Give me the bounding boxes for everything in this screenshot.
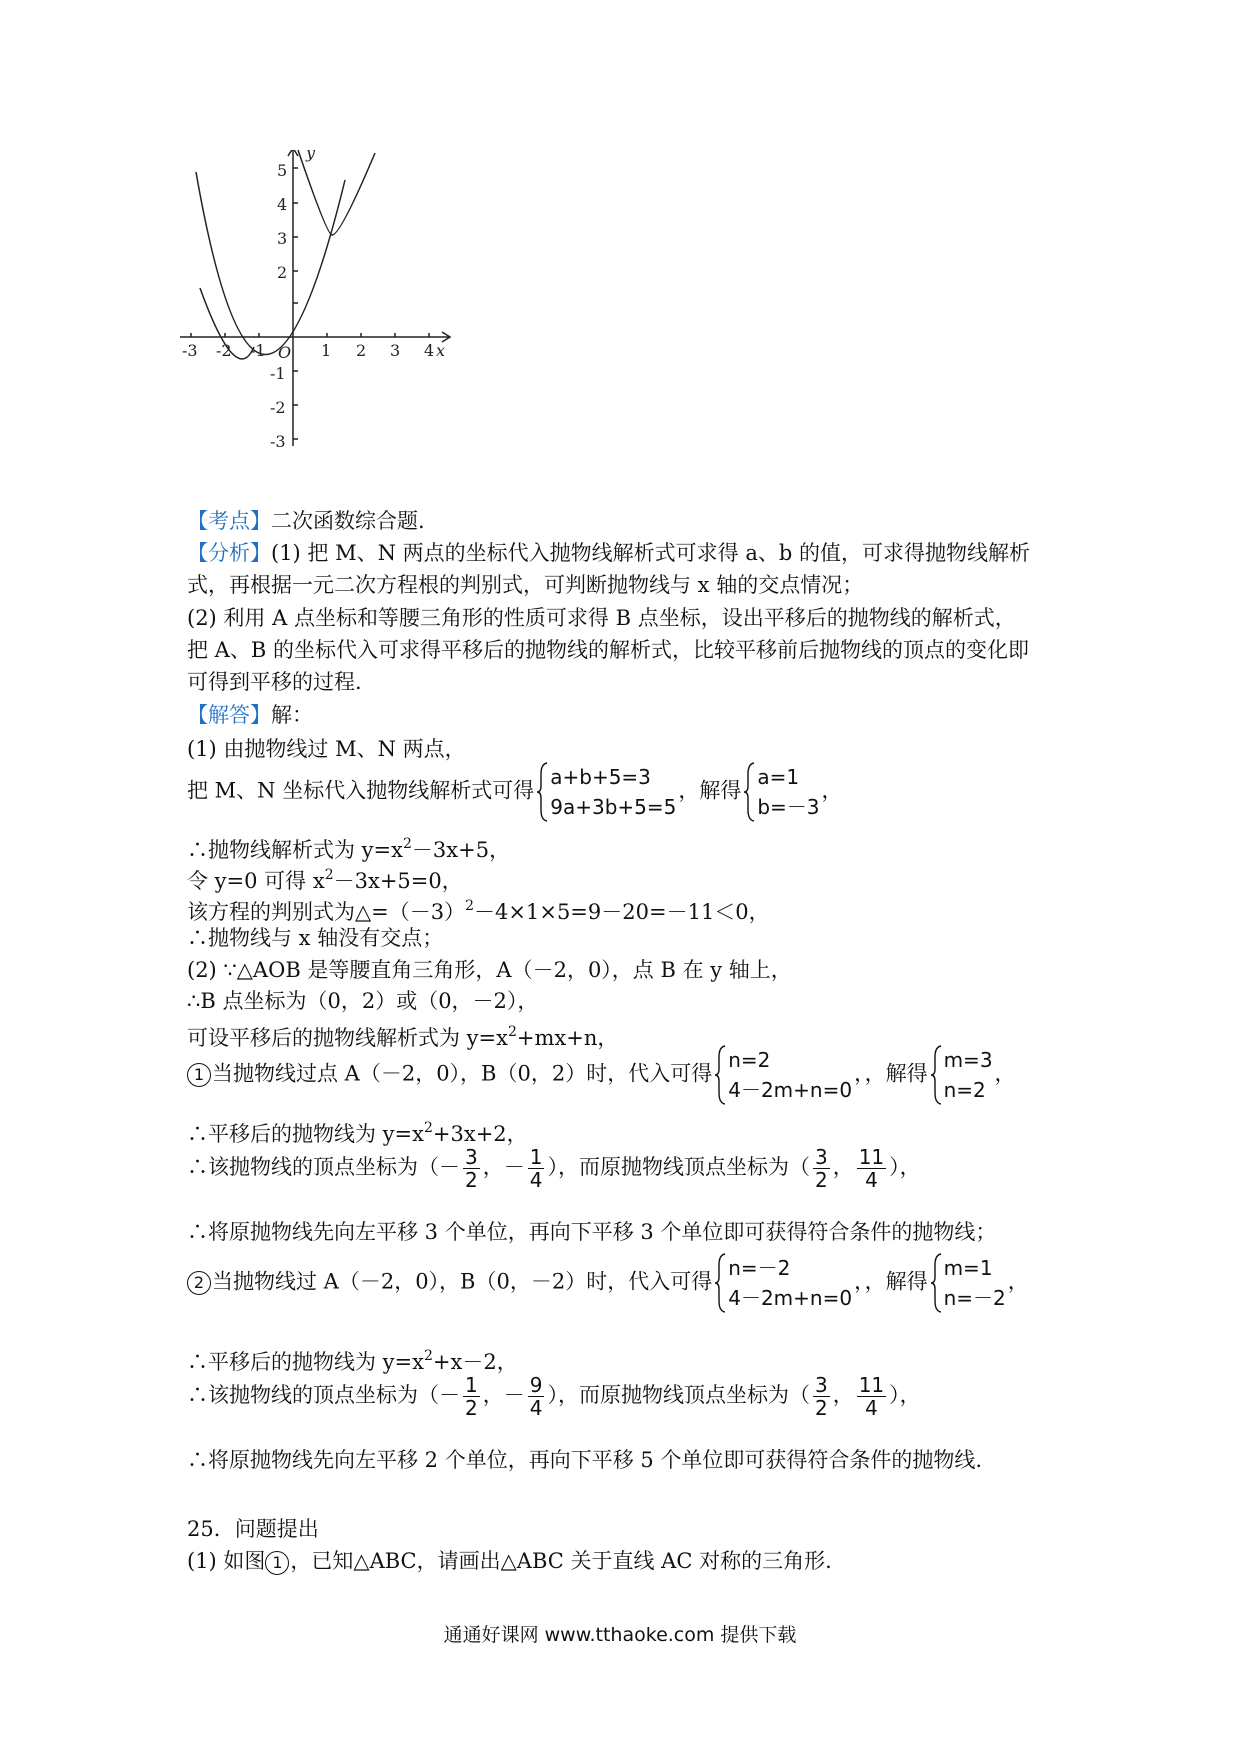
superscript: 2 xyxy=(423,1348,433,1364)
origin-label: O xyxy=(278,343,292,362)
system-row: b=－3 xyxy=(757,795,820,819)
text: ）， xyxy=(889,1383,921,1407)
numerator: 3 xyxy=(814,1145,828,1169)
text: 可设平移后的抛物线解析式为 y=x xyxy=(187,1026,508,1050)
equation-system-3 xyxy=(714,1045,852,1105)
y-tick-label: -3 xyxy=(270,432,286,451)
discriminant-line xyxy=(187,892,770,926)
kaodian-tag: 【考点】 xyxy=(187,509,271,533)
kaodian-line xyxy=(187,507,425,535)
text: ∴平移后的抛物线为 y=x xyxy=(187,1350,424,1374)
denominator: 4 xyxy=(865,1168,878,1192)
denominator: 2 xyxy=(814,1396,828,1420)
translated-parabola-2-line xyxy=(187,1342,518,1376)
text: ∴该抛物线的顶点坐标为（－ xyxy=(187,1383,460,1407)
numerator: 1 xyxy=(465,1373,478,1397)
text: ）， xyxy=(889,1155,921,1179)
system-row: 9a+3b+5=5 xyxy=(550,795,677,819)
numerator: 3 xyxy=(465,1145,478,1169)
system-row: m=1 xyxy=(943,1256,993,1280)
fraction xyxy=(463,1146,480,1191)
move-conclusion-1: ∴将原抛物线先向左平移 3 个单位，再向下平移 3 个单位即可获得符合条件的抛物线； xyxy=(187,1220,997,1244)
x-tick-label: 3 xyxy=(390,341,401,360)
y-tick-label: 4 xyxy=(277,195,288,214)
superscript: 2 xyxy=(507,1024,517,1040)
fraction xyxy=(528,1146,545,1191)
vertex-1-line xyxy=(187,1146,921,1191)
comma: ， xyxy=(1007,1269,1029,1294)
numerator: 11 xyxy=(858,1145,885,1169)
case-2-line xyxy=(187,1253,1029,1313)
text: ，已知△ABC，请画出△ABC 关于直线 AC 对称的三角形. xyxy=(290,1549,832,1573)
equation-system-2 xyxy=(743,762,819,822)
denominator: 4 xyxy=(529,1168,543,1192)
text: +mx+n， xyxy=(516,1026,619,1050)
denominator: 4 xyxy=(529,1396,543,1420)
solution-part2-intro: (2) ∵△AOB 是等腰直角三角形，A（－2，0），点 B 在 y 轴上， xyxy=(187,958,792,982)
fenxi-text: (1) 把 M、N 两点的坐标代入抛物线解析式可求得 a、b 的值，可求得抛物线解析 xyxy=(271,541,1030,565)
case-1-line xyxy=(187,1045,1016,1105)
comma: ， xyxy=(854,1061,865,1086)
x-tick-label: -2 xyxy=(216,341,232,360)
text: ），而原抛物线顶点坐标为（ xyxy=(547,1383,810,1407)
x-tick-label: -1 xyxy=(250,341,266,360)
text: ∴该抛物线的顶点坐标为（－ xyxy=(187,1155,460,1179)
parabola-expression-line xyxy=(187,830,510,864)
translated-parabola-1-line xyxy=(187,1114,528,1148)
numerator: 1 xyxy=(529,1145,543,1169)
system-row: n=－2 xyxy=(728,1256,791,1280)
x-tick-label: -3 xyxy=(182,341,198,360)
text: ， xyxy=(832,1383,854,1407)
comma: ， xyxy=(854,1269,865,1294)
text: 当抛物线过 A（－2，0），B（0，－2）时，代入可得 xyxy=(212,1269,713,1294)
fraction xyxy=(857,1374,886,1419)
solve-word: ，解得 xyxy=(864,1061,928,1086)
text: ∴抛物线解析式为 y=x xyxy=(187,838,403,862)
x-tick-label: 2 xyxy=(356,341,367,360)
kaodian-text: 二次函数综合题. xyxy=(271,509,425,533)
set-y-zero-line xyxy=(187,861,463,895)
superscript: 2 xyxy=(423,1120,433,1136)
text: ∴平移后的抛物线为 y=x xyxy=(187,1122,424,1146)
equation-system-5 xyxy=(714,1253,852,1313)
no-intersection-line: ∴抛物线与 x 轴没有交点； xyxy=(187,926,444,950)
solve-word: ，解得 xyxy=(864,1269,928,1294)
text: ， xyxy=(832,1155,854,1179)
system-row: 4－2m+n=0 xyxy=(728,1078,853,1102)
system-row: 4－2m+n=0 xyxy=(728,1286,853,1310)
curve-original xyxy=(298,150,375,235)
text: +x－2， xyxy=(432,1350,518,1374)
equation-system-6 xyxy=(930,1253,1006,1313)
system-row: m=3 xyxy=(943,1048,993,1072)
denominator: 2 xyxy=(465,1396,478,1420)
y-axis-label: y xyxy=(306,150,316,162)
circled-number: 2 xyxy=(187,1271,211,1295)
text: ），而原抛物线顶点坐标为（ xyxy=(547,1155,810,1179)
substitution-text: 把 M、N 坐标代入抛物线解析式可得 xyxy=(187,778,535,803)
jieda-line xyxy=(187,701,313,729)
fenxi-tag: 【分析】 xyxy=(187,541,271,565)
system-row: a+b+5=3 xyxy=(550,765,651,789)
text: 当抛物线过点 A（－2，0），B（0，2）时，代入可得 xyxy=(212,1061,713,1086)
vertex-2-line xyxy=(187,1374,921,1419)
circled-number: 1 xyxy=(265,1551,289,1575)
y-tick-label: -1 xyxy=(270,364,286,383)
fenxi-line-5: 可得到平移的过程. xyxy=(187,670,362,694)
fenxi-line-3: (2) 利用 A 点坐标和等腰三角形的性质可求得 B 点坐标，设出平移后的抛物线的解析式， xyxy=(187,606,1016,630)
fraction xyxy=(528,1374,545,1419)
denominator: 2 xyxy=(465,1168,478,1192)
comma: ， xyxy=(994,1061,1016,1086)
y-tick-label: 5 xyxy=(277,161,288,180)
circled-number: 1 xyxy=(187,1063,211,1087)
fraction xyxy=(463,1374,480,1419)
numerator: 3 xyxy=(814,1373,828,1397)
x-tick-label: 4 xyxy=(424,341,435,360)
system-row: n=－2 xyxy=(943,1286,1006,1310)
jieda-text: 解： xyxy=(271,703,313,727)
fraction xyxy=(813,1374,830,1419)
system-row: a=1 xyxy=(757,765,800,789)
system-row: n=2 xyxy=(728,1048,771,1072)
comma: ， xyxy=(821,778,843,803)
curve-y-x2-3x-2 xyxy=(196,172,345,355)
text: 该方程的判别式为△=（－3） xyxy=(187,900,466,924)
fenxi-line-2: 式，再根据一元二次方程根的判别式，可判断抛物线与 x 轴的交点情况； xyxy=(187,573,864,597)
text: －3x+5=0， xyxy=(333,869,463,893)
x-tick-label: 1 xyxy=(321,341,332,360)
denominator: 2 xyxy=(814,1168,828,1192)
text: 令 y=0 可得 x xyxy=(187,869,325,893)
fenxi-line-4: 把 A、B 的坐标代入可求得平移后的抛物线的解析式，比较平移前后抛物线的顶点的变化即 xyxy=(187,638,1029,662)
b-coordinate-line: ∴B 点坐标为（0，2）或（0，－2）， xyxy=(187,989,539,1013)
question-25-title: 25．问题提出 xyxy=(187,1517,319,1541)
question-25-part1 xyxy=(187,1547,832,1575)
fraction xyxy=(857,1146,886,1191)
y-tick-label: 2 xyxy=(277,263,288,282)
fraction xyxy=(813,1146,830,1191)
equation-system-1 xyxy=(536,762,676,822)
superscript: 2 xyxy=(324,867,334,883)
text: ，－ xyxy=(482,1383,525,1407)
text: (1) 如图 xyxy=(187,1549,266,1573)
jieda-tag: 【解答】 xyxy=(187,703,271,727)
fenxi-line-1 xyxy=(187,539,1030,567)
text: ，－ xyxy=(482,1155,525,1179)
parabola-graph xyxy=(180,150,480,452)
y-tick-label: 3 xyxy=(277,229,288,248)
text: +3x+2， xyxy=(432,1122,528,1146)
footer: 通通好课网 www.tthaoke.com 提供下载 xyxy=(443,1624,797,1646)
text: －4×1×5=9－20=－11＜0， xyxy=(474,900,770,924)
denominator: 4 xyxy=(865,1396,878,1420)
superscript: 2 xyxy=(465,898,475,914)
system-row: n=2 xyxy=(943,1078,986,1102)
equation-system-4 xyxy=(930,1045,993,1105)
substitution-line-1 xyxy=(187,762,843,822)
numerator: 9 xyxy=(529,1373,543,1397)
text: －3x+5， xyxy=(411,838,511,862)
y-tick-label: -2 xyxy=(270,398,286,417)
superscript: 2 xyxy=(402,836,412,852)
numerator: 11 xyxy=(858,1373,885,1397)
x-axis-label: x xyxy=(436,341,446,360)
solution-part1-intro: (1) 由抛物线过 M、N 两点， xyxy=(187,737,466,761)
move-conclusion-2: ∴将原抛物线先向左平移 2 个单位，再向下平移 5 个单位即可获得符合条件的抛物线. xyxy=(187,1448,983,1472)
solve-word: ，解得 xyxy=(678,778,742,803)
